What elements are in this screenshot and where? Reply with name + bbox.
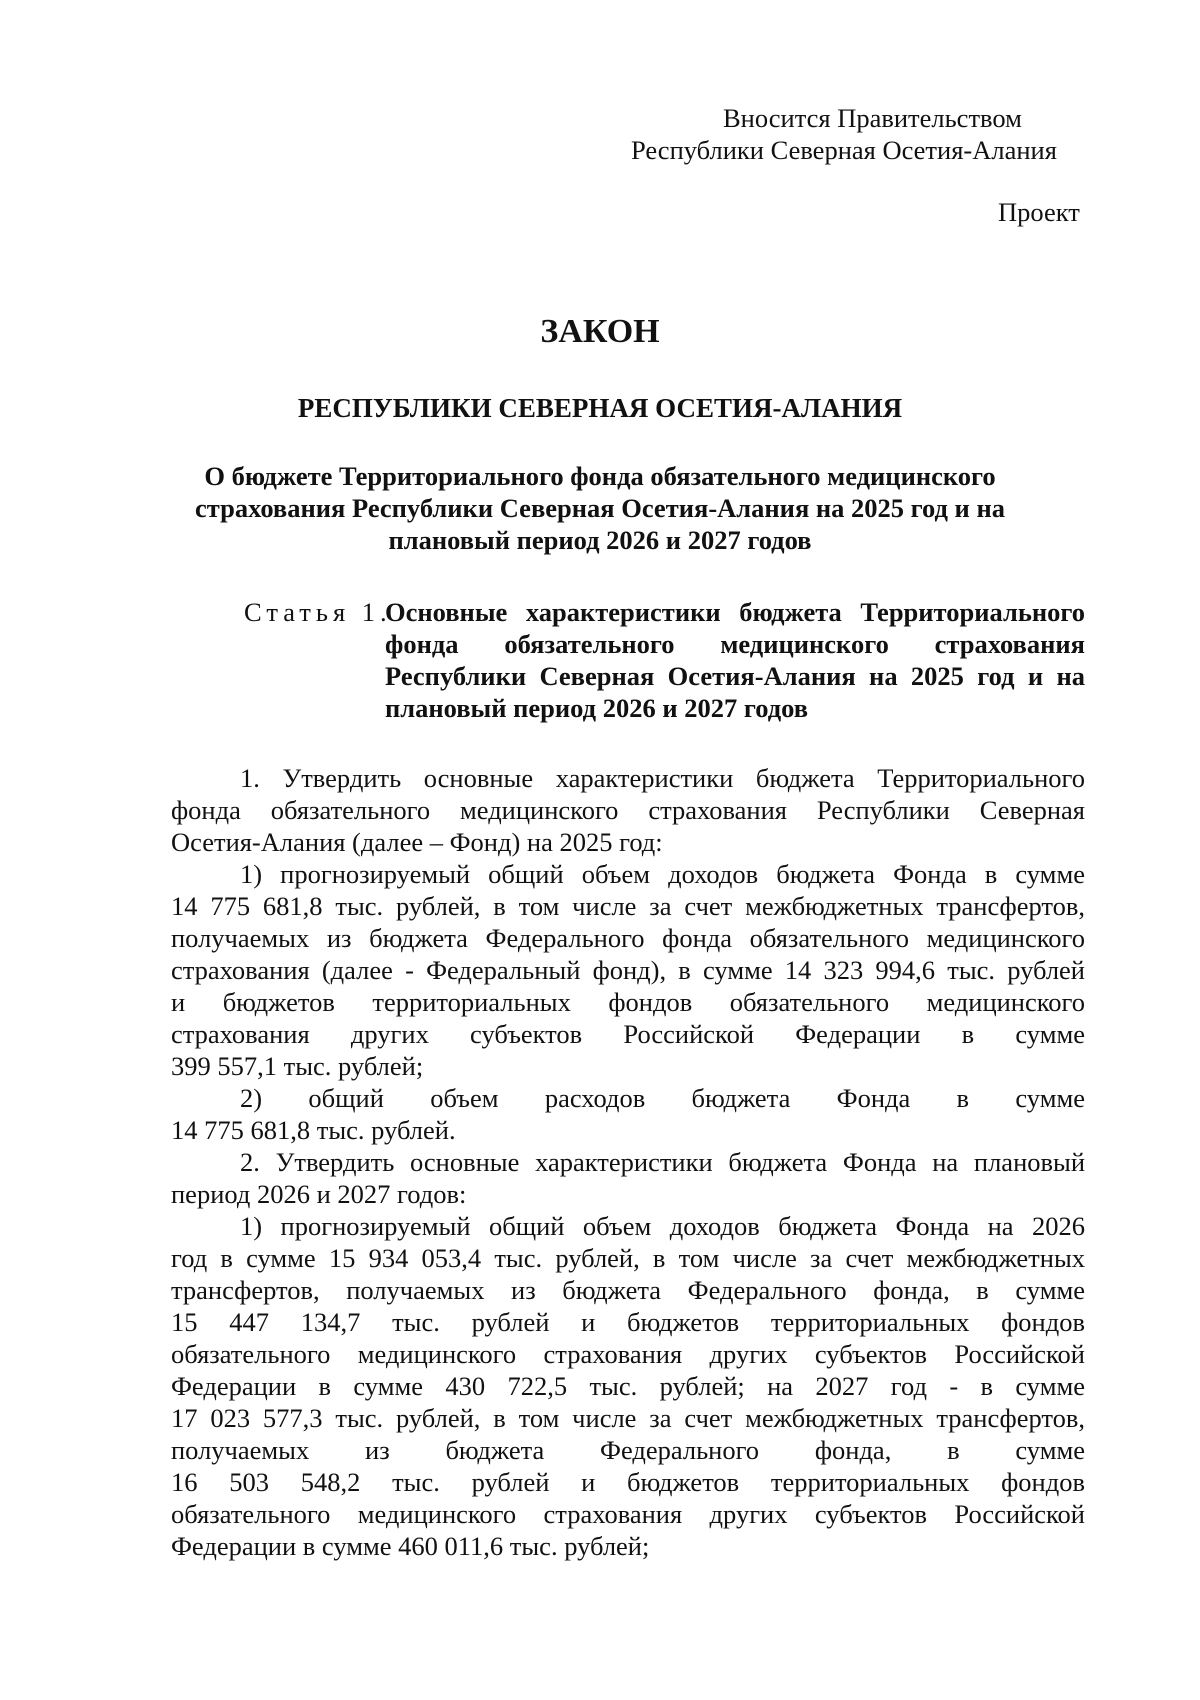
article-heading-line-1: Основные характеристики бюджета Территориального <box>385 597 1085 627</box>
submitted-by-line-1: Вносится Правительством <box>723 103 1022 133</box>
body-line: и бюджетов территориальных фондов обязательного медицинского <box>171 987 1085 1017</box>
body-line: фонда обязательного медицинского страхования Республики Северная <box>171 795 1085 825</box>
document-subject-line-1: О бюджете Территориального фонда обязательного медицинского <box>204 461 996 491</box>
body-line: Федерации в сумме 430 722,5 тыс. рублей; на 2027 год - в сумме <box>171 1371 1085 1401</box>
body-line: страхования (далее - Федеральный фонд), в сумме 14 323 994,6 тыс. рублей <box>171 955 1085 985</box>
body-line: 1. Утвердить основные характеристики бюджета Территориального <box>240 763 1085 793</box>
body-line: 2. Утвердить основные характеристики бюджета Фонда на плановый <box>240 1147 1085 1177</box>
body-line: 16 503 548,2 тыс. рублей и бюджетов территориальных фондов <box>171 1467 1085 1497</box>
body-line: обязательного медицинского страхования других субъектов Российской <box>171 1499 1085 1529</box>
body-line: год в сумме 15 934 053,4 тыс. рублей, в том числе за счет межбюджетных <box>171 1243 1085 1273</box>
body-line: трансфертов, получаемых из бюджета Федерального фонда, в сумме <box>171 1275 1085 1305</box>
article-label: Статья 1. <box>244 597 392 627</box>
body-line: 14 775 681,8 тыс. рублей. <box>171 1115 456 1145</box>
body-line: Федерации в сумме 460 011,6 тыс. рублей; <box>171 1531 650 1561</box>
body-line: 1) прогнозируемый общий объем доходов бюджета Фонда на 2026 <box>240 1211 1085 1241</box>
article-heading-line-2: фонда обязательного медицинского страхования <box>385 629 1085 659</box>
article-heading-line-3: Республики Северная Осетия-Алания на 2025 год и на <box>385 661 1085 691</box>
submitted-by-line-2: Республики Северная Осетия-Алания <box>631 135 1057 165</box>
body-line: 14 775 681,8 тыс. рублей, в том числе за счет межбюджетных трансфертов, <box>171 891 1085 921</box>
body-line: Осетия-Алания (далее – Фонд) на 2025 год: <box>171 827 663 857</box>
body-line: 2) общий объем расходов бюджета Фонда в сумме <box>240 1083 1085 1113</box>
article-heading-line-4: плановый период 2026 и 2027 годов <box>385 693 809 723</box>
body-line: 17 023 577,3 тыс. рублей, в том числе за счет межбюджетных трансфертов, <box>171 1403 1085 1433</box>
body-line: 15 447 134,7 тыс. рублей и бюджетов территориальных фондов <box>171 1307 1085 1337</box>
body-line: обязательного медицинского страхования других субъектов Российской <box>171 1339 1085 1369</box>
body-line: 1) прогнозируемый общий объем доходов бюджета Фонда в сумме <box>240 859 1085 889</box>
body-line: страхования других субъектов Российской Федерации в сумме <box>171 1019 1085 1049</box>
body-line: получаемых из бюджета Федерального фонда обязательного медицинского <box>171 923 1085 953</box>
draft-status-label: Проект <box>998 197 1080 227</box>
body-line: 399 557,1 тыс. рублей; <box>171 1051 424 1081</box>
body-line: получаемых из бюджета Федерального фонда, в сумме <box>171 1435 1085 1465</box>
document-subject-line-3: плановый период 2026 и 2027 годов <box>388 525 812 555</box>
document-subject-line-2: страхования Республики Северная Осетия-Алания на 2025 год и на <box>195 493 1005 523</box>
body-line: период 2026 и 2027 годов: <box>171 1179 467 1209</box>
document-republic-title: РЕСПУБЛИКИ СЕВЕРНАЯ ОСЕТИЯ-АЛАНИЯ <box>297 393 903 423</box>
document-title: ЗАКОН <box>540 313 660 350</box>
